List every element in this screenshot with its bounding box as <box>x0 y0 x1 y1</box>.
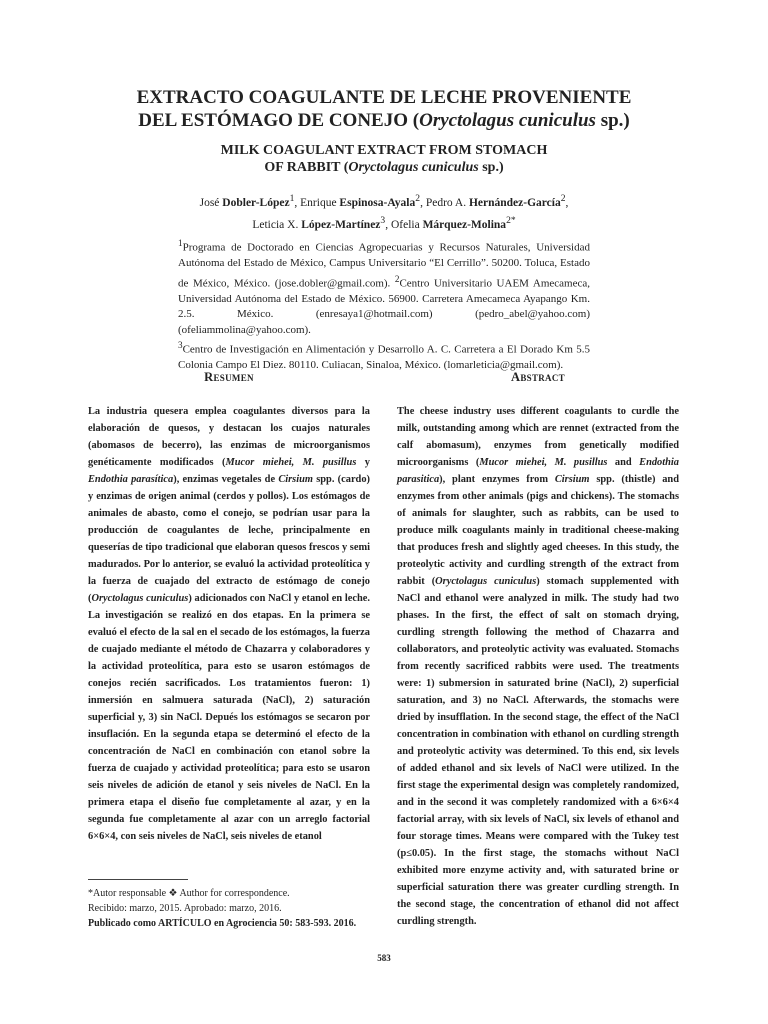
affiliation-1-2: $^1$Programa de Doctorado en Ciencias Agropecuarias y Recursos Naturales, Universidad Autónoma del Estado de México, Campus Universitario “El Cerrillo”. 50200. Toluca, Estado de México, México. (jose.dobler@gmail.com). $^2$Centro Universitario UAEM Amecameca, Universidad Autónoma del Estado de México. 56900. Carretera Amecameca Ayapango Km. 2.5. México. (enresaya1@hotmail.com) (pedro_abel@yahoo.com) (ofeliammolina@yahoo.com). <box>178 238 591 336</box>
author: Ofelia Márquez-Molina$^{2*}$ <box>390 214 516 231</box>
affiliations <box>178 236 590 374</box>
footnote-dates: Recibido: marzo, 2015. Aprobado: marzo, 2016. <box>88 903 282 914</box>
footnote-divider <box>88 879 188 880</box>
footnote-correspondence: *Autor responsable ❖ Author for correspondence. <box>88 888 290 899</box>
author: Enrique Espinosa-Ayala$^2$, <box>300 193 426 209</box>
affiliation-3: $^3$Centro de Investigación en Alimentación y Desarrollo A. C. Carretera a El Dorado Km 5.5 Colonia Campo El Diez. 80110. Culiacan, Sinaloa, México. (lomarleticia@gmail.com). <box>178 340 590 372</box>
author: Leticia X. López-Martínez$^3$, <box>252 214 391 231</box>
page-number: 583 <box>377 953 391 963</box>
resumen-body: La industria quesera emplea coagulantes diversos para la elaboración de quesos, y destacan los cuajos naturales (abomasos de becerro), las enzimas de microorganismos genéticamente modificados (Mucor miehei, M. pusillus y Endothia parasítica), enzimas vegetales de Cirsium spp. (cardo) y enzimas de origen animal (cerdos y pollos). Los estómagos de animales de abasto, como el conejo, se podrían usar para la producción de coagulantes de leche, principalmente en queserías de tipo tradicional que elaboran quesos frescos y semi madurados. Por lo anterior, se evaluó la actividad proteolítica y la fuerza de cuajado del extracto de estómago de conejo (Oryctolagus cuniculus) adicionados con NaCl y etanol en leche. La investigación se realizó en dos etapas. En la primera se evaluó el efecto de la sal en el secado de los estómagos, la fuerza de cuajado mediante el método de Chazarra y colaboradores y la actividad proteolítica, para esto se usaron estómagos de conejos recién sacrificados. Los tratamientos fueron: 1) inmersión en salmuera saturada (NaCl), 2) saturación superficial y, 3) sin NaCl. Depués los estómagos se secaron por insuflación. En la segunda etapa se determinó el efecto de la concentración de NaCl en combinación con etanol sobre la fuerza de cuajado y actividad proteolítica; para esto se usaron seis niveles de adición de etanol y seis niveles de NaCl. En la primera etapa el diseño fue completamente al azar, y en la segunda fue completamente al azar con un arreglo factorial 6×6×4, con seis niveles de NaCl, seis niveles de etanol <box>88 406 370 842</box>
author: José Dobler-López$^1$, <box>199 193 301 209</box>
resumen-heading: Resumen <box>204 370 254 384</box>
footnotes <box>88 886 370 931</box>
title-english: MILK COAGULANT EXTRACT FROM STOMACH OF RABBIT (Oryctolagus cuniculus sp.) <box>220 143 548 175</box>
abstract-heading: Abstract <box>511 370 565 384</box>
title-spanish: EXTRACTO COAGULANTE DE LECHE PROVENIENTE DEL ESTÓMAGO DE CONEJO (Oryctolagus cuniculus sp.) <box>136 87 632 131</box>
author-list <box>80 190 688 234</box>
footnote-publication: Publicado como ARTÍCULO en Agrociencia 50: 583-593. 2016. <box>88 918 357 929</box>
abstract-body: The cheese industry uses different coagulants to curdle the milk, outstanding among which are rennet (extracted from the calf abomasum), enzymes from genetically modified microorganisms (Mucor miehei, M. pusillus and Endothia parasitica), plant enzymes from Cirsium spp. (thistle) and enzymes from other animals (pigs and chickens). The stomachs of animals for slaughter, such as rabbits, can be used to produce milk coagulants mainly in traditional cheese-making that produces fresh and slightly aged cheeses. In this study, the proteolytic activity and curdling strength of the extract from rabbit (Oryctolagus cuniculus) stomach supplemented with NaCl and ethanol were analyzed in milk. The study had two phases. In the first, the effect of salt on stomach drying, curdling strength following the method of Chazarra and collaborators, and proteolytic activity was evaluated. Stomachs from recently sacrificed rabbits were used. The treatments were: 1) submersion in saturated brine (NaCl), 2) superficial saturation, and 3) no NaCl. Afterwards, the stomachs were dried by insufflation. In the second stage, the effect of the NaCl concentration in combination with ethanol on curdling strength and proteolytic activity was determined. To this end, six levels of added ethanol and six levels of NaCl were utilized. In the first stage the experimental design was completely randomized, and in the second it was completely randomized with a 6×6×4 factorial array, with six levels of NaCl, six levels of ethanol and four storage times. Means were compared with the Tukey test (p≤0.05). In the first stage, the stomachs without NaCl exhibited more enzyme activity and, with saturated brine or superficial saturation there was greater curdling strength. In the second stage, the concentration of ethanol did not affect curdling strength. <box>397 406 680 927</box>
author: Pedro A. Hernández-García$^2$, <box>425 193 569 209</box>
